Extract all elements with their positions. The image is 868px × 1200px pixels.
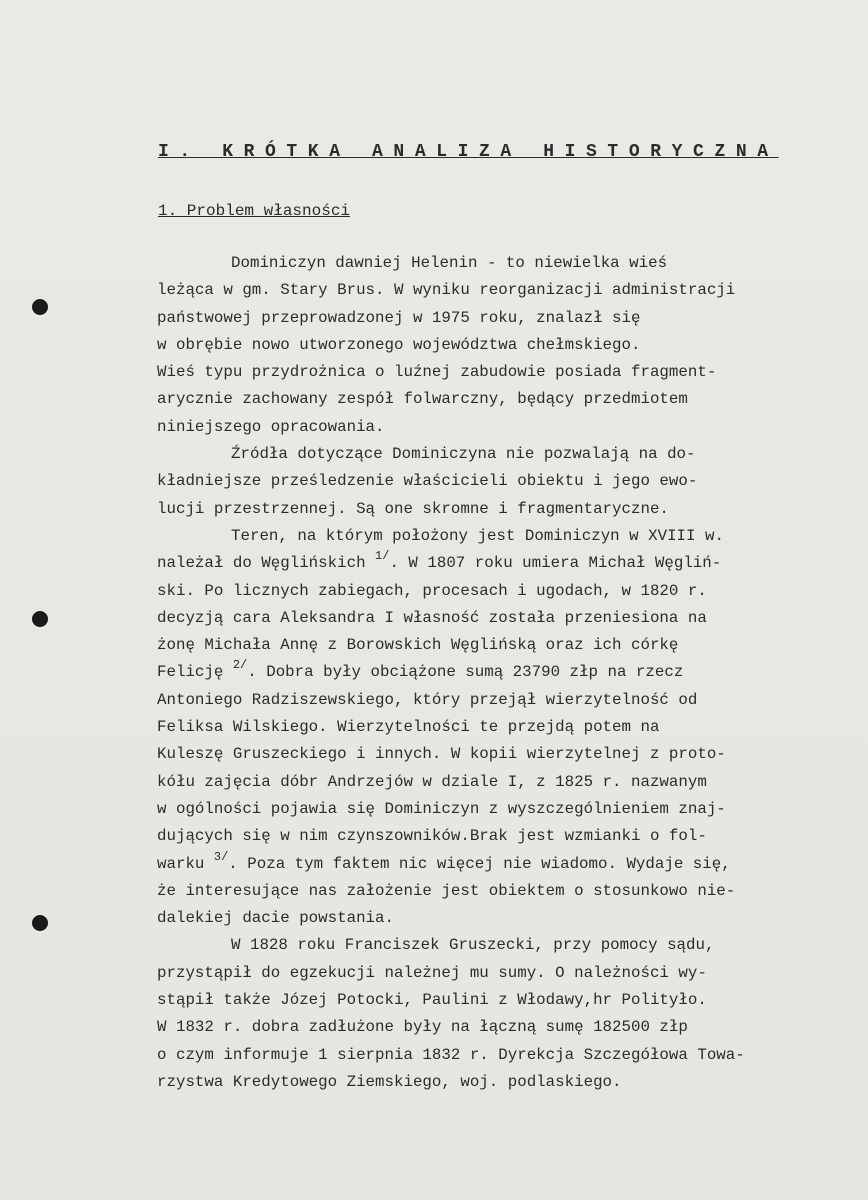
text-line: dalekiej dacie powstania. bbox=[157, 909, 394, 928]
text-line: W 1832 r. dobra zadłużone były na łączną sumę 182500 złp bbox=[157, 1018, 688, 1037]
text-line: Kuleszę Gruszeckiego i innych. W kopii wierzytelnej z proto- bbox=[157, 745, 726, 764]
text-line: Źródła dotyczące Dominiczyna nie pozwalają na do- bbox=[231, 445, 696, 464]
text-line: ski. Po licznych zabiegach, procesach i ugodach, w 1820 r. bbox=[157, 581, 707, 600]
text-line: przystąpił do egzekucji należnej mu sumy. O należności wy- bbox=[157, 963, 707, 982]
punch-hole bbox=[32, 299, 48, 315]
text-line: niniejszego opracowania. bbox=[157, 417, 385, 436]
text-fragment: warku bbox=[157, 854, 205, 873]
text-line: kółu zajęcia dóbr Andrzejów w dziale I, z 1825 r. nazwanym bbox=[157, 772, 707, 791]
punch-hole bbox=[32, 915, 48, 931]
text-line: Dominiczyn dawniej Helenin - to niewielka wieś bbox=[231, 254, 668, 272]
text-line: o czym informuje 1 sierpnia 1832 r. Dyrekcja Szczegółowa Towa- bbox=[157, 1045, 745, 1064]
footnote-ref: 3/ bbox=[213, 849, 229, 864]
text-line: arycznie zachowany zespół folwarczny, będący przedmiotem bbox=[157, 390, 688, 409]
page-title: I. KRÓTKA ANALIZA HISTORYCZNA bbox=[158, 142, 779, 162]
text-line: Feliksa Wilskiego. Wierzytelności te przejdą potem na bbox=[157, 718, 660, 737]
text-line bbox=[157, 550, 837, 577]
text-fragment: . Poza tym faktem nic więcej nie wiadomo. Wydaje się, bbox=[228, 854, 731, 873]
text-line: w obrębie nowo utworzonego województwa chełmskiego. bbox=[157, 335, 641, 354]
text-line: Wieś typu przydrożnica o luźnej zabudowie posiada fragment- bbox=[157, 363, 717, 382]
text-line: dujących się w nim czynszowników.Brak jest wzmianki o fol- bbox=[157, 827, 707, 846]
text-line: Antoniego Radziszewskiego, który przejął wierzytelność od bbox=[157, 690, 698, 709]
footnote-ref: 1/ bbox=[375, 549, 390, 564]
text-line: kładniejsze prześledzenie właścicieli obiektu i jego ewo- bbox=[157, 472, 698, 491]
punch-hole bbox=[32, 611, 48, 627]
text-line: państwowej przeprowadzonej w 1975 roku, znalazł się bbox=[157, 308, 641, 327]
text-fragment: . W 1807 roku umiera Michał Węgliń- bbox=[389, 554, 722, 573]
text-line: stąpił także Józej Potocki, Paulini z Włodawy,hr Polityło. bbox=[157, 991, 707, 1010]
text-line bbox=[157, 659, 837, 686]
text-line: W 1828 roku Franciszek Gruszecki, przy pomocy sądu, bbox=[231, 936, 715, 955]
text-line: w ogólności pojawia się Dominiczyn z wyszczególnieniem znaj- bbox=[157, 799, 726, 818]
text-line: żonę Michała Annę z Borowskich Węglińską oraz ich córkę bbox=[157, 636, 679, 655]
text-fragment: . Dobra były obciążone sumą 23790 złp na rzecz bbox=[247, 663, 684, 682]
document-body bbox=[157, 250, 837, 1096]
text-line: lucji przestrzennej. Są one skromne i fragmentaryczne. bbox=[157, 499, 669, 518]
text-line: Teren, na którym położony jest Dominiczyn w XVIII w. bbox=[231, 526, 724, 545]
text-line: decyzją cara Aleksandra I własność została przeniesiona na bbox=[157, 608, 707, 627]
text-line bbox=[157, 851, 837, 878]
text-fragment: Felicję bbox=[157, 663, 224, 682]
footnote-ref: 2/ bbox=[232, 658, 248, 673]
text-line: leżąca w gm. Stary Brus. W wyniku reorganizacji administracji bbox=[157, 281, 736, 300]
text-line: że interesujące nas założenie jest obiektem o stosunkowo nie- bbox=[157, 881, 736, 900]
section-heading: 1. Problem własności bbox=[158, 202, 351, 220]
text-fragment: należał do Węglińskich bbox=[157, 554, 366, 573]
text-line: rzystwa Kredytowego Ziemskiego, woj. podlaskiego. bbox=[157, 1072, 622, 1091]
